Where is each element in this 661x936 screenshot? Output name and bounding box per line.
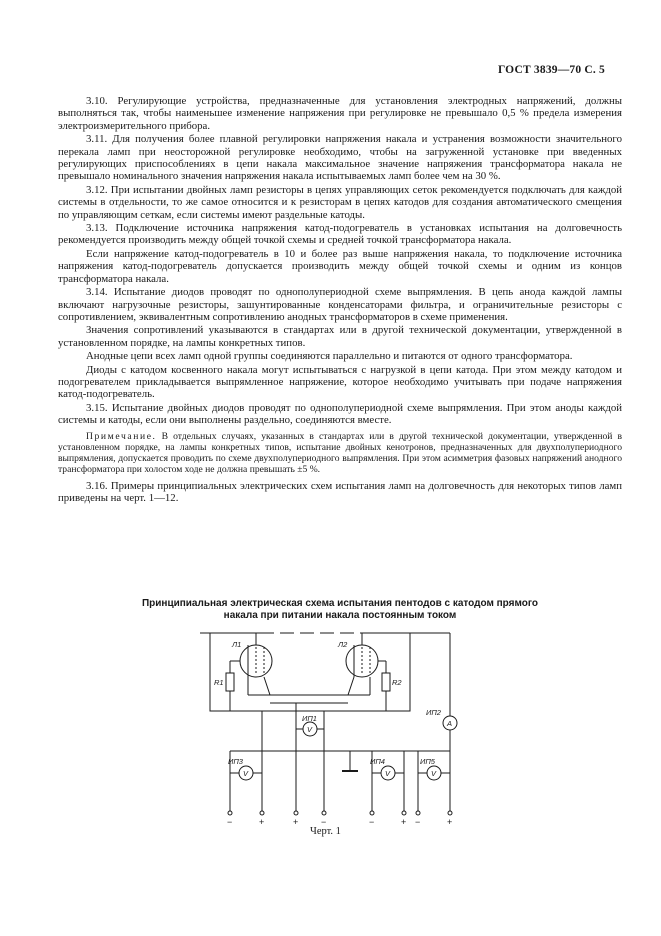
terminal-sign-6: + [401, 817, 407, 825]
meter-ip2-symbol: A [447, 719, 453, 728]
label-ip4: ИП4 [370, 757, 385, 766]
note-label: Примечание. [86, 430, 157, 442]
paragraph-3-11: 3.11. Для получения более плавной регулировки напряжения накала и устранения возможности значительного перекала ламп при неосторожной регулировке необходимо, чтобы на загруженной установке при введенных регулирующих приспособлениях в цепи накала максимальное значение напряжения трансформатора накала не превышало номинального значения напряжения накала испытываемых ламп более чем на 30 %. [58, 133, 622, 183]
terminal-sign-2: + [259, 817, 265, 825]
label-l1: Л1 [232, 640, 242, 649]
lamp-l1 [240, 633, 272, 695]
label-ip1: ИП1 [302, 714, 317, 723]
figure-caption: Черт. 1 [310, 826, 341, 837]
meter-ip1-symbol: V [307, 725, 313, 734]
meter-ip4-symbol: V [385, 769, 391, 778]
note [58, 431, 622, 476]
label-l2: Л2 [338, 640, 348, 649]
paragraph-3-14-d: Диоды с катодом косвенного накала могут испытываться с нагрузкой в цепи катода. При этом между катодом и подогревателем прикладывается выпрямленное напряжение, которое необходимо учитывать при подаче напряжения катод-подогреватель. [58, 363, 622, 401]
label-ip2: ИП2 [426, 708, 441, 717]
meter-ip3-symbol: V [243, 769, 249, 778]
terminal-sign-8: + [447, 817, 453, 825]
label-r2: R2 [392, 678, 402, 687]
paragraph-3-16: 3.16. Примеры принципиальных электрических схем испытания ламп на долговечность для некоторых типов ламп приведены на черт. 1—12. [58, 479, 622, 505]
right-frame-wire [360, 633, 410, 711]
terminal-sign-3: + [293, 817, 299, 825]
resistor-r2 [382, 673, 390, 691]
paragraph-3-13: 3.13. Подключение источника напряжения катод-подогреватель в установках испытания на долговечность рекомендуется производить между общей точкой схемы и средней точкой трансформатора накала. [58, 222, 622, 247]
paragraph-3-15: 3.15. Испытание двойных диодов проводят по однополупериодной схеме выпрямления. При этом аноды каждой системы и катоды, если они выполнены раздельно, соединяются вместе. [58, 401, 622, 427]
label-ip5: ИП5 [420, 757, 435, 766]
paragraph-3-14: 3.14. Испытание диодов проводят по однополупериодной схеме выпрямления. В цепь анода каждой лампы включают нагрузочные резисторы, зашунтированные конденсаторами фильтра, и ограничительные резисторы с сопротивлением, эквивалентным сопротивлению анодных трансформаторов в схеме применения. [58, 286, 622, 323]
figure-title [58, 598, 622, 622]
left-frame-wire [210, 633, 270, 671]
lamp-l2 [346, 633, 378, 695]
label-r1: R1 [214, 678, 224, 687]
paragraph-3-14-c: Анодные цепи всех ламп одной группы соединяются параллельно и питаются от одного трансформатора. [86, 350, 573, 363]
meter-ip5-symbol: V [431, 769, 437, 778]
note-text: В отдельных случаях, указанных в стандартах или в другой технической документации, утвержденной в установленном порядке, на лампы конкретных типов, испытание двойных кенотронов, предназначенных для двухполупериодного выпрямления, допускается проводить по схеме двухполупериодного выпрямления. При этом асимметрия фазовых напряжений анодного трансформатора при холостом ходе не должна превышать ±5 %. [58, 430, 622, 476]
figure-title-line-1: Принципиальная электрическая схема испытания пентодов с катодом прямого [141, 598, 539, 609]
paragraph-3-14-b: Значения сопротивлений указываются в стандартах или в другой технической документации, утвержденной в установленном порядке, на лампы конкретных типов. [58, 324, 622, 349]
terminal-sign-1: − [227, 817, 233, 825]
terminal-sign-5: − [369, 817, 375, 825]
paragraph-3-10: 3.10. Регулирующие устройства, предназначенные для установления электродных напряжений, должны выполняться так, чтобы наименьшее изменение напряжения при регулировке не превышало 0,5 % предела измерения электроизмерительного прибора. [58, 95, 622, 132]
figure-title-line-2: накала при питании накала постоянным током [223, 610, 457, 621]
document-body [58, 95, 622, 506]
label-ip3: ИП3 [228, 757, 243, 766]
paragraph-3-13-b: Если напряжение катод-подогреватель в 10 и более раз выше напряжения накала, то подключение источника напряжения катод-подогреватель допускается производить между общей точкой схемы и одним из концов трансформатора накала. [58, 247, 622, 285]
resistor-r1 [226, 673, 234, 691]
paragraph-3-12: 3.12. При испытании двойных ламп резисторы в цепях управляющих сеток рекомендуется подключать для каждой системы в отдельности, то же самое относится и к резисторам в цепях катодов для создания автоматического смещения по управляющим сеткам, если системы имеют раздельные катоды. [58, 183, 622, 221]
circuit-schematic [120, 625, 480, 825]
terminal-sign-4: − [321, 817, 327, 825]
page-header: ГОСТ 3839—70 С. 5 [497, 64, 605, 76]
terminal-sign-7: − [415, 817, 421, 825]
terminals [228, 811, 452, 815]
